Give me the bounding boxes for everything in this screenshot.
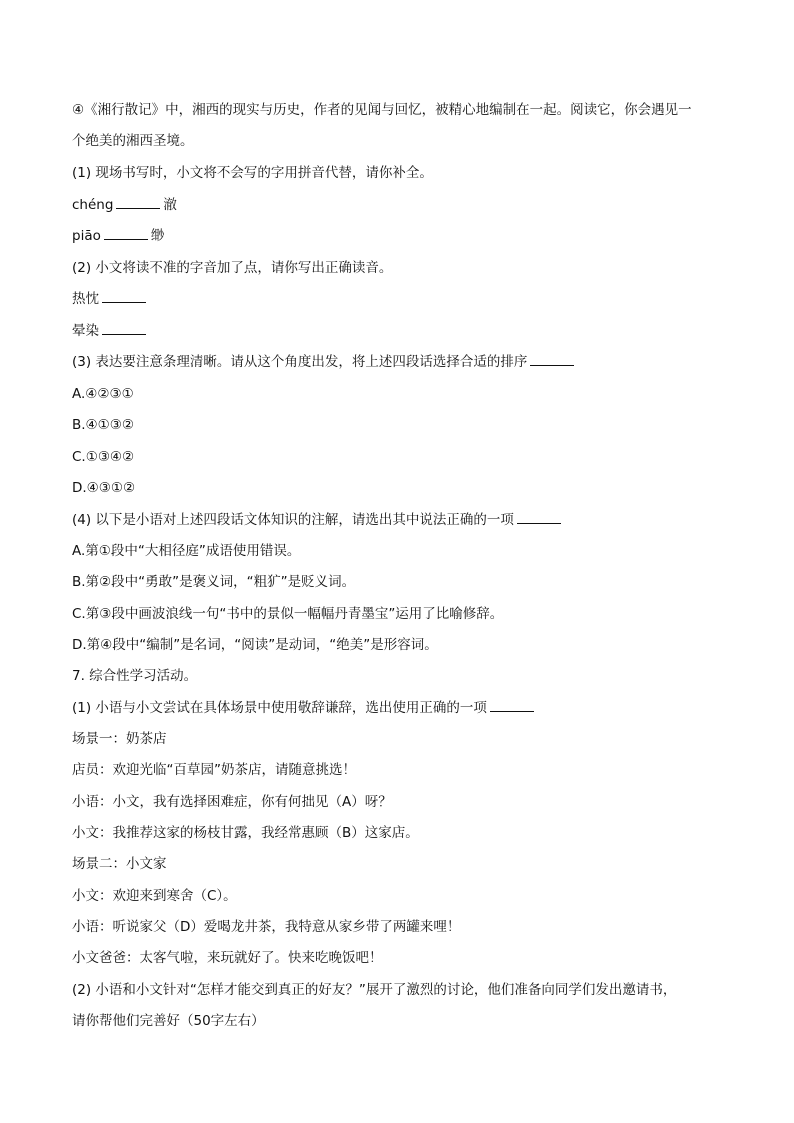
dialogue-line: 小文爸爸：太客气啦，来玩就好了。快来吃晚饭吧！ bbox=[72, 950, 383, 966]
pinyin-text: piāo bbox=[72, 228, 101, 244]
dialogue-line: 小语：听说家父（D）爱喝龙井茶，我特意从家乡带了两罐来哩！ bbox=[72, 919, 461, 935]
character-text: 澈 bbox=[163, 197, 177, 213]
word-text: 晕染 bbox=[72, 323, 99, 339]
option-b: B.第②段中“勇敢”是褒义词，“粗犷”是贬义词。 bbox=[72, 574, 356, 590]
answer-blank bbox=[530, 353, 574, 366]
question-7-title: 7. 综合性学习活动。 bbox=[72, 668, 198, 684]
question-7-1-prompt bbox=[72, 698, 734, 718]
paragraph-4-line-2: 个绝美的湘西圣境。 bbox=[72, 133, 194, 149]
answer-blank bbox=[517, 511, 561, 524]
question-1-prompt: (1) 现场书写时，小文将不会写的字用拼音代替，请你补全。 bbox=[72, 165, 433, 181]
answer-blank bbox=[102, 322, 146, 335]
question-2-prompt: (2) 小文将读不准的字音加了点，请你写出正确读音。 bbox=[72, 260, 393, 276]
option-b: B.④①③② bbox=[72, 417, 134, 433]
answer-blank bbox=[104, 227, 148, 240]
option-a: A.第①段中“大相径庭”成语使用错误。 bbox=[72, 543, 301, 559]
prompt-text: (1) 小语与小文尝试在具体场景中使用敬辞谦辞，选出使用正确的一项 bbox=[72, 700, 487, 716]
prompt-text: (3) 表达要注意条理清晰。请从这个角度出发，将上述四段话选择合适的排序 bbox=[72, 354, 528, 370]
dialogue-line: 小文：欢迎来到寒舍（C）。 bbox=[72, 888, 237, 904]
prompt-text: (4) 以下是小语对上述四段话文体知识的注解，请选出其中说法正确的一项 bbox=[72, 512, 514, 528]
answer-blank bbox=[116, 196, 160, 209]
scene-2-title: 场景二：小文家 bbox=[72, 856, 167, 872]
paragraph-4-line-1: ④《湘行散记》中，湘西的现实与历史，作者的见闻与回忆，被精心地编制在一起。阅读它，你会遇见一 bbox=[72, 102, 692, 118]
question-4-prompt bbox=[72, 510, 734, 530]
option-a: A.④②③① bbox=[72, 386, 134, 402]
dialogue-line: 店员：欢迎光临“百草园”奶茶店，请随意挑选！ bbox=[72, 762, 356, 778]
scene-1-title: 场景一：奶茶店 bbox=[72, 731, 167, 747]
option-d: D.第④段中“编制”是名词，“阅读”是动词，“绝美”是形容词。 bbox=[72, 637, 438, 653]
dialogue-line: 小文：我推荐这家的杨枝甘露，我经常惠顾（B）这家店。 bbox=[72, 825, 419, 841]
answer-blank bbox=[490, 699, 534, 712]
option-d: D.④③①② bbox=[72, 480, 136, 496]
option-c: C.第③段中画波浪线一句“书中的景似一幅幅丹青墨宝”运用了比喻修辞。 bbox=[72, 606, 504, 622]
pinyin-text: chéng bbox=[72, 197, 114, 213]
word-text: 热忱 bbox=[72, 291, 99, 307]
question-3-prompt bbox=[72, 352, 734, 372]
question-7-2-prompt-line-2: 请你帮他们完善好（50字左右） bbox=[72, 1013, 265, 1029]
dialogue-line: 小语：小文，我有选择困难症，你有何拙见（A）呀？ bbox=[72, 794, 392, 810]
reading-item-yunran bbox=[72, 321, 734, 341]
pinyin-item-cheng bbox=[72, 195, 734, 215]
reading-item-rechen bbox=[72, 289, 734, 309]
answer-blank bbox=[102, 290, 146, 303]
character-text: 缈 bbox=[150, 228, 165, 244]
question-7-2-prompt-line-1: (2) 小语和小文针对“怎样才能交到真正的好友？”展开了激烈的讨论，他们准备向同学们发出邀请书， bbox=[72, 982, 677, 998]
option-c: C.①③④② bbox=[72, 449, 135, 465]
pinyin-item-piao bbox=[72, 226, 734, 246]
